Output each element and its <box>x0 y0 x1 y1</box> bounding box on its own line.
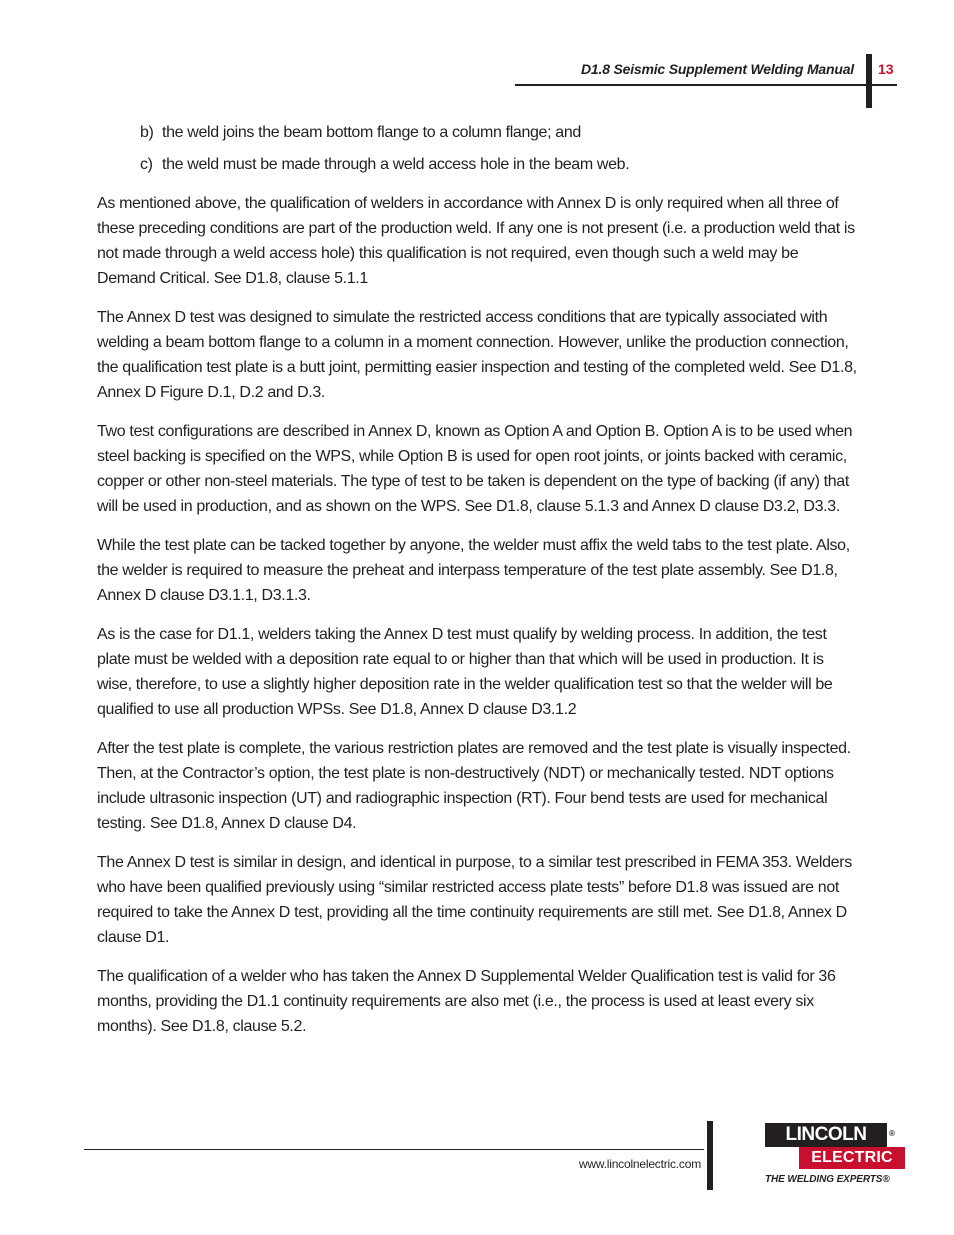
list-text: the weld must be made through a weld access hole in the beam web. <box>162 156 630 173</box>
registered-mark: ® <box>889 1129 895 1138</box>
manual-title: D1.8 Seismic Supplement Welding Manual <box>581 61 854 77</box>
list-marker: b) <box>140 124 154 141</box>
paragraph-qualification: As mentioned above, the qualification of welders in accordance with Annex D is only required when all three of these preceding conditions are part of the production weld. If any one is not present (i.e. a production weld that is not made through a weld access hole) this qualification is not required, even though such a weld may be Demand Critical. See D1.8, clause 5.1.1 <box>97 195 855 287</box>
footer-rule <box>84 1149 704 1150</box>
paragraph-test-configurations: Two test configurations are described in Annex D, known as Option A and Option B. Option A is to be used when steel backing is specified on the WPS, while Option B is used for open root joints, or joints backed with ceramic, copper or other non-steel materials. The type of test to be taken is dependent on the type of backing (if any) that will be used in production, and as shown on the WPS. See D1.8, clause 5.1.3 and Annex D clause D3.2, D3.3. <box>97 423 853 515</box>
paragraph-annex-d-test: The Annex D test was designed to simulate the restricted access conditions that are typically associated with welding a beam bottom flange to a column in a moment connection. However, unlike the production connection, the qualification test plate is a butt joint, permitting easier inspection and testing of the completed weld. See D1.8, Annex D Figure D.1, D.2 and D.3. <box>97 309 857 401</box>
logo-electric-text: ELECTRIC <box>811 1149 893 1166</box>
logo-tagline: THE WELDING EXPERTS® <box>765 1174 890 1185</box>
logo-lincoln-block <box>765 1123 887 1147</box>
list-marker: c) <box>140 156 153 173</box>
paragraph-test-plate-tacking: While the test plate can be tacked together by anyone, the welder must affix the weld tabs to the test plate. Also, the welder is required to measure the preheat and interpass temperature of the test plate assembly. See D1.8, Annex D clause D3.1.1, D3.1.3. <box>97 537 850 604</box>
footer-bar <box>707 1121 713 1190</box>
logo-electric-block <box>799 1147 905 1169</box>
logo-lincoln-text: LINCOLN <box>785 1124 867 1145</box>
page-number: 13 <box>878 61 894 77</box>
paragraph-welding-process: As is the case for D1.1, welders taking the Annex D test must qualify by welding process. In addition, the test plate must be welded with a deposition rate equal to or higher than that which will be used in production. It is wise, therefore, to use a slightly higher deposition rate in the welder qualification test so that the welder will be qualified to use all production WPSs. See D1.8, Annex D clause D3.1.2 <box>97 626 833 718</box>
paragraph-validity: The qualification of a welder who has taken the Annex D Supplemental Welder Qualification test is valid for 36 months, providing the D1.1 continuity requirements are also met (i.e., the process is used at least every six months). See D1.8, clause 5.2. <box>97 968 836 1035</box>
paragraph-inspection: After the test plate is complete, the various restriction plates are removed and the test plate is visually inspected. Then, at the Contractor’s option, the test plate is non-destructively (NDT) or mechanically tested. NDT options include ultrasonic inspection (UT) and radiographic inspection (RT). Four bend tests are used for mechanical testing. See D1.8, Annex D clause D4. <box>97 740 851 832</box>
paragraph-fema-353: The Annex D test is similar in design, and identical in purpose, to a similar test prescribed in FEMA 353. Welders who have been qualified previously using “similar restricted access plate tests” before D1.8 was issued are not required to take the Annex D test, providing all the time continuity requirements are still met. See D1.8, Annex D clause D1. <box>97 854 852 946</box>
list-text: the weld joins the beam bottom flange to a column flange; and <box>162 124 581 141</box>
header-bar <box>866 54 872 108</box>
list-item-b <box>140 120 859 145</box>
body-content <box>97 120 859 1039</box>
list-item-c <box>140 152 859 177</box>
website-url[interactable]: www.lincolnelectric.com <box>578 1157 701 1171</box>
header-rule <box>515 84 897 86</box>
lincoln-electric-logo <box>765 1123 907 1191</box>
